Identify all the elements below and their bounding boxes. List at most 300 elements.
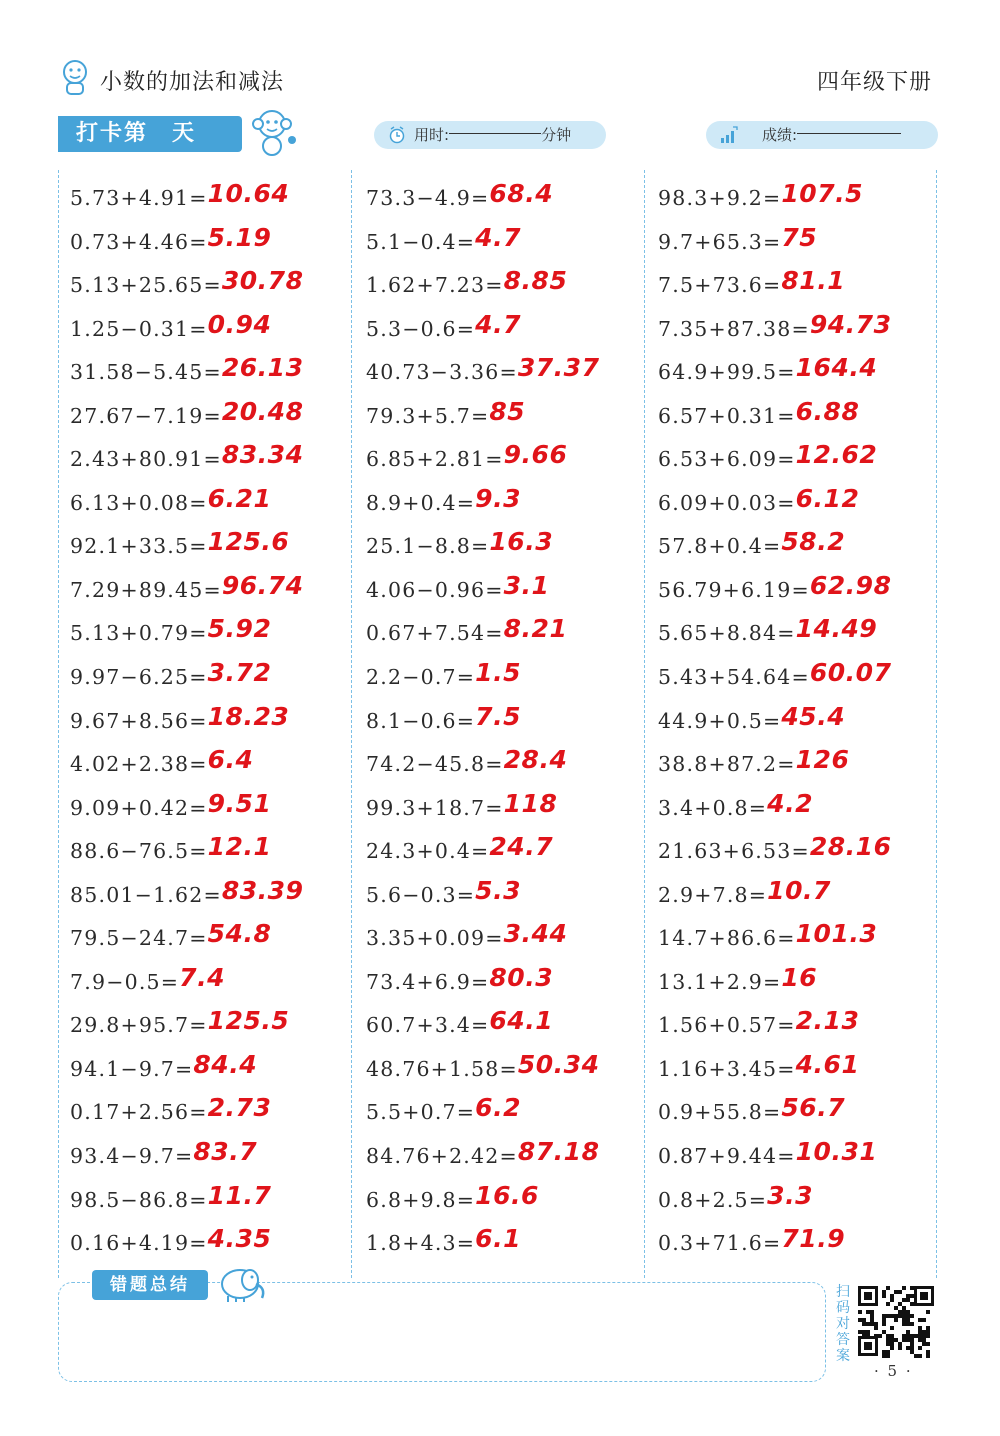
problem-row [70, 568, 350, 612]
qr-module [886, 1350, 890, 1354]
qr-module [870, 1314, 874, 1318]
qr-module [894, 1314, 898, 1318]
problem-row [366, 1178, 646, 1222]
qr-module [918, 1318, 922, 1322]
qr-module [882, 1322, 886, 1326]
problem-row [366, 481, 646, 525]
qr-module [894, 1338, 898, 1342]
time-field [374, 121, 606, 149]
problem-question: 6.13+0.08= [70, 490, 208, 515]
qr-module [870, 1322, 874, 1326]
problem-row [70, 263, 350, 307]
problem-question: 64.9+99.5= [658, 360, 796, 385]
qr-module [922, 1330, 926, 1334]
problem-row [658, 481, 938, 525]
problem-question: 5.43+54.64= [658, 665, 810, 690]
handwritten-answer: 6.1 [475, 1224, 521, 1254]
qr-module [910, 1338, 914, 1342]
qr-module [894, 1290, 898, 1294]
qr-module [906, 1318, 910, 1322]
time-unit: 分钟 [541, 126, 572, 144]
qr-module [862, 1318, 866, 1322]
problem-row [366, 568, 646, 612]
qr-module [898, 1310, 902, 1314]
handwritten-answer: 11.7 [207, 1180, 272, 1210]
qr-module [902, 1314, 906, 1318]
problem-row [70, 220, 350, 264]
problem-row [366, 1221, 646, 1265]
handwritten-answer: 56.7 [781, 1093, 846, 1123]
problem-question: 6.09+0.03= [658, 490, 796, 515]
handwritten-answer: 94.73 [809, 309, 892, 339]
qr-module [890, 1294, 894, 1298]
problem-row [70, 481, 350, 525]
qr-module [906, 1314, 910, 1318]
handwritten-answer: 10.7 [767, 875, 831, 905]
problem-question: 31.58−5.45= [70, 360, 222, 385]
problem-question: 14.7+86.6= [658, 926, 796, 951]
qr-module [914, 1354, 918, 1358]
qr-module [878, 1334, 882, 1338]
problem-row [366, 829, 646, 873]
qr-module [894, 1306, 898, 1310]
qr-module [918, 1338, 922, 1342]
qr-module [922, 1342, 926, 1346]
problem-row [658, 1221, 938, 1265]
problem-row [658, 1003, 938, 1047]
problem-row [658, 1134, 938, 1178]
problem-row [70, 960, 350, 1004]
problem-row [658, 829, 938, 873]
qr-module [926, 1354, 930, 1358]
qr-module [890, 1314, 894, 1318]
handwritten-answer: 16.3 [489, 527, 554, 557]
qr-module [910, 1286, 914, 1290]
info-bar [58, 112, 938, 156]
problem-question: 2.9+7.8= [658, 882, 768, 907]
qr-module [902, 1298, 906, 1302]
problem-row [366, 1134, 646, 1178]
handwritten-answer: 20.48 [221, 396, 304, 426]
handwritten-answer: 3.72 [207, 658, 272, 688]
problem-question: 5.6−0.3= [366, 882, 476, 907]
qr-module [890, 1326, 894, 1330]
handwritten-answer: 80.3 [489, 962, 554, 992]
problem-row [70, 1047, 350, 1091]
problem-question: 84.76+2.42= [366, 1144, 518, 1169]
qr-module [922, 1338, 926, 1342]
handwritten-answer: 16 [781, 962, 818, 992]
problem-column-1 [70, 176, 350, 1265]
qr-module [910, 1322, 914, 1326]
problem-row [658, 350, 938, 394]
problem-question: 9.7+65.3= [658, 229, 782, 254]
problem-row [366, 1090, 646, 1134]
handwritten-answer: 3.3 [767, 1180, 813, 1210]
problem-question: 0.9+55.8= [658, 1100, 782, 1125]
problem-question: 79.5−24.7= [70, 926, 208, 951]
qr-module [882, 1330, 886, 1334]
problem-question: 1.25−0.31= [70, 316, 208, 341]
problem-row [366, 655, 646, 699]
qr-module [862, 1322, 866, 1326]
problem-question: 1.8+4.3= [366, 1231, 476, 1256]
problem-question: 44.9+0.5= [658, 708, 782, 733]
qr-module [918, 1334, 922, 1338]
qr-module [926, 1310, 930, 1314]
handwritten-answer: 85 [489, 396, 526, 426]
problem-row [658, 568, 938, 612]
qr-module [882, 1290, 886, 1294]
qr-module [862, 1334, 866, 1338]
problem-column-2 [366, 176, 646, 1265]
qr-module [886, 1302, 890, 1306]
qr-module [910, 1334, 914, 1338]
handwritten-answer: 107.5 [781, 179, 863, 208]
qr-module [898, 1342, 902, 1346]
handwritten-answer: 6.2 [475, 1093, 521, 1123]
problem-question: 8.9+0.4= [366, 490, 476, 515]
problem-row [658, 699, 938, 743]
problem-question: 93.4−9.7= [70, 1144, 194, 1169]
problem-row [70, 699, 350, 743]
qr-module [866, 1322, 870, 1326]
problem-question: 9.67+8.56= [70, 708, 208, 733]
qr-module [926, 1334, 930, 1338]
problem-question: 1.62+7.23= [366, 273, 504, 298]
problem-question: 3.35+0.09= [366, 926, 504, 951]
qr-module [890, 1338, 894, 1342]
problem-row [70, 655, 350, 699]
handwritten-answer: 3.1 [503, 570, 550, 600]
problem-row [70, 1003, 350, 1047]
problem-row [366, 611, 646, 655]
handwritten-answer: 5.92 [207, 614, 272, 644]
qr-module [906, 1322, 910, 1326]
qr-module [874, 1334, 878, 1338]
qr-module [910, 1302, 914, 1306]
handwritten-answer: 62.98 [809, 570, 892, 600]
problem-row [70, 916, 350, 960]
handwritten-answer: 8.85 [503, 266, 568, 296]
handwritten-answer: 6.21 [207, 483, 272, 513]
qr-module [918, 1326, 922, 1330]
handwritten-answer: 14.49 [795, 614, 878, 644]
page-title: 小数的加法和减法 [100, 70, 285, 95]
handwritten-answer: 1.5 [475, 658, 521, 688]
qr-module [890, 1298, 894, 1302]
problem-row [70, 611, 350, 655]
qr-module [910, 1294, 914, 1298]
problem-question: 5.73+4.91= [70, 186, 208, 210]
problem-row [70, 307, 350, 351]
problem-question: 0.87+9.44= [658, 1144, 796, 1169]
qr-module [882, 1318, 886, 1322]
handwritten-answer: 10.64 [207, 179, 290, 208]
qr-code-icon[interactable] [856, 1284, 936, 1358]
problem-row [366, 524, 646, 568]
handwritten-answer: 5.3 [475, 875, 521, 905]
time-label: 用时: [414, 126, 450, 144]
problem-question: 0.67+7.54= [366, 621, 504, 646]
problem-question: 56.79+6.19= [658, 577, 810, 602]
problem-question: 1.16+3.45= [658, 1056, 796, 1081]
handwritten-answer: 24.7 [489, 832, 554, 862]
qr-module [882, 1350, 886, 1354]
problem-row [658, 1090, 938, 1134]
qr-module [910, 1350, 914, 1354]
problem-row [366, 263, 646, 307]
problem-row [658, 873, 938, 917]
punch-card-day: 打卡第 天 [58, 116, 242, 152]
handwritten-answer: 126 [795, 745, 850, 775]
problem-row [70, 786, 350, 830]
handwritten-answer: 87.18 [517, 1137, 600, 1167]
qr-module [898, 1290, 902, 1294]
qr-module [870, 1318, 874, 1322]
handwritten-answer: 125.5 [207, 1006, 290, 1036]
handwritten-answer: 28.16 [809, 832, 892, 862]
problem-question: 92.1+33.5= [70, 534, 208, 559]
problem-row [658, 611, 938, 655]
problem-question: 0.8+2.5= [658, 1187, 768, 1212]
problem-question: 9.09+0.42= [70, 795, 208, 820]
problem-question: 0.16+4.19= [70, 1231, 208, 1256]
elephant-icon [210, 1262, 270, 1304]
handwritten-answer: 2.73 [207, 1093, 272, 1123]
problem-row [658, 263, 938, 307]
problem-row [658, 176, 938, 220]
qr-module [918, 1330, 922, 1334]
qr-module [906, 1298, 910, 1302]
problem-question: 8.1−0.6= [366, 708, 476, 733]
qr-module [906, 1334, 910, 1338]
handwritten-answer: 64.1 [489, 1006, 554, 1036]
problem-question: 2.43+80.91= [70, 447, 222, 472]
problem-question: 5.13+0.79= [70, 621, 208, 646]
qr-module [890, 1334, 894, 1338]
problem-row [658, 394, 938, 438]
problem-row [658, 524, 938, 568]
handwritten-answer: 30.78 [221, 266, 304, 296]
qr-module [918, 1346, 922, 1350]
problem-question: 7.9−0.5= [70, 969, 180, 994]
score-chart-icon [720, 126, 738, 144]
problem-row [366, 699, 646, 743]
qr-module [902, 1306, 906, 1310]
qr-module [922, 1334, 926, 1338]
problem-question: 38.8+87.2= [658, 752, 796, 777]
problem-question: 7.35+87.38= [658, 316, 810, 341]
qr-module [902, 1286, 906, 1290]
qr-module [882, 1294, 886, 1298]
qr-module [890, 1342, 894, 1346]
problem-row [366, 307, 646, 351]
alarm-clock-icon [388, 126, 406, 144]
handwritten-answer: 26.13 [221, 353, 304, 383]
problem-row [658, 916, 938, 960]
problem-row [366, 742, 646, 786]
problem-question: 4.06−0.96= [366, 577, 504, 602]
problem-row [658, 220, 938, 264]
qr-module [874, 1326, 878, 1330]
problem-question: 6.57+0.31= [658, 403, 796, 428]
problem-question: 5.1−0.4= [366, 229, 476, 254]
handwritten-answer: 164.4 [795, 353, 878, 383]
problem-row [658, 742, 938, 786]
problem-row [366, 350, 646, 394]
qr-module [894, 1318, 898, 1322]
problem-question: 21.63+6.53= [658, 839, 810, 864]
problem-question: 0.73+4.46= [70, 229, 208, 254]
qr-module [918, 1354, 922, 1358]
problem-question: 73.4+6.9= [366, 969, 490, 994]
problem-row [70, 829, 350, 873]
qr-module [898, 1314, 902, 1318]
frame-left-divider [58, 170, 59, 1278]
qr-module [926, 1326, 930, 1330]
qr-module [906, 1294, 910, 1298]
handwritten-answer: 3.44 [503, 919, 568, 949]
problem-question: 5.13+25.65= [70, 273, 222, 298]
handwritten-answer: 7.5 [475, 701, 521, 731]
qr-module [906, 1346, 910, 1350]
problem-column-3 [658, 176, 938, 1265]
handwritten-answer: 16.6 [475, 1180, 539, 1210]
qr-module [902, 1322, 906, 1326]
score-field [706, 121, 938, 149]
problem-row [366, 176, 646, 220]
page-number: · 5 · [874, 1362, 913, 1380]
qr-module [926, 1330, 930, 1334]
problem-row [70, 873, 350, 917]
handwritten-answer: 7.4 [179, 962, 225, 992]
problem-question: 85.01−1.62= [70, 882, 222, 907]
problem-question: 98.5−86.8= [70, 1187, 208, 1212]
qr-module [910, 1346, 914, 1350]
handwritten-answer: 71.9 [781, 1224, 846, 1254]
qr-module [926, 1350, 930, 1354]
problem-question: 88.6−76.5= [70, 839, 208, 864]
problem-row [658, 1178, 938, 1222]
handwritten-answer: 6.12 [795, 483, 860, 513]
qr-module [858, 1318, 862, 1322]
problem-row [70, 1134, 350, 1178]
problem-row [70, 1178, 350, 1222]
problem-question: 99.3+18.7= [366, 795, 504, 820]
handwritten-answer: 0.94 [207, 309, 272, 339]
problem-row [70, 1090, 350, 1134]
problem-question: 79.3+5.7= [366, 403, 490, 428]
problem-question: 25.1−8.8= [366, 534, 490, 559]
problem-question: 7.29+89.45= [70, 577, 222, 602]
problem-question: 2.2−0.7= [366, 665, 476, 690]
problem-question: 4.02+2.38= [70, 752, 208, 777]
handwritten-answer: 54.8 [207, 919, 272, 949]
problem-question: 9.97−6.25= [70, 665, 208, 690]
qr-module [886, 1314, 890, 1318]
problem-row [366, 220, 646, 264]
problem-question: 5.65+8.84= [658, 621, 796, 646]
handwritten-answer: 12.1 [207, 832, 272, 862]
handwritten-answer: 50.34 [517, 1049, 600, 1079]
problem-row [658, 786, 938, 830]
problem-row [658, 960, 938, 1004]
problem-question: 98.3+9.2= [658, 186, 782, 210]
qr-module [862, 1330, 866, 1334]
problem-question: 48.76+1.58= [366, 1056, 518, 1081]
problem-row [366, 786, 646, 830]
qr-module [910, 1342, 914, 1346]
problem-row [366, 916, 646, 960]
handwritten-answer: 4.2 [767, 788, 813, 818]
qr-module [902, 1338, 906, 1342]
qr-module [866, 1310, 870, 1314]
handwritten-answer: 118 [503, 788, 558, 818]
handwritten-answer: 81.1 [781, 266, 846, 296]
problem-question: 74.2−45.8= [366, 752, 504, 777]
handwritten-answer: 9.51 [207, 788, 272, 818]
column-divider [351, 170, 352, 1278]
problem-row [366, 1047, 646, 1091]
qr-module [866, 1330, 870, 1334]
handwritten-answer: 4.7 [475, 222, 521, 252]
problem-question: 60.7+3.4= [366, 1013, 490, 1038]
handwritten-answer: 12.62 [795, 440, 878, 470]
handwritten-answer: 83.34 [221, 440, 304, 470]
handwritten-answer: 4.61 [795, 1049, 860, 1079]
problem-row [366, 437, 646, 481]
problem-question: 57.8+0.4= [658, 534, 782, 559]
qr-module [882, 1314, 886, 1318]
problem-question: 7.5+73.6= [658, 273, 782, 298]
qr-module [902, 1334, 906, 1338]
monkey-mascot-icon [248, 106, 300, 158]
problem-question: 1.56+0.57= [658, 1013, 796, 1038]
problem-question: 24.3+0.4= [366, 839, 490, 864]
qr-module [874, 1322, 878, 1326]
problem-row [658, 655, 938, 699]
problem-question: 0.3+71.6= [658, 1231, 782, 1256]
qr-module [882, 1354, 886, 1358]
handwritten-answer: 68.4 [489, 179, 554, 208]
problem-question: 40.73−3.36= [366, 360, 518, 385]
problem-question: 0.17+2.56= [70, 1100, 208, 1125]
problem-question: 13.1+2.9= [658, 969, 782, 994]
handwritten-answer: 6.4 [207, 745, 254, 775]
problem-question: 6.85+2.81= [366, 447, 504, 472]
problem-row [658, 307, 938, 351]
handwritten-answer: 28.4 [503, 745, 568, 775]
grade-label: 四年级下册 [816, 70, 932, 95]
problem-question: 6.8+9.8= [366, 1187, 476, 1212]
qr-module [886, 1334, 890, 1338]
qr-module [922, 1318, 926, 1322]
problem-question: 29.8+95.7= [70, 1013, 208, 1038]
lion-logo-icon [58, 58, 92, 96]
qr-module [886, 1342, 890, 1346]
handwritten-answer: 60.07 [809, 658, 892, 688]
qr-module [886, 1354, 890, 1358]
qr-module [926, 1342, 930, 1346]
scan-for-answers-label: 扫码对答案 [836, 1284, 850, 1364]
qr-module [910, 1314, 914, 1318]
qr-module [906, 1310, 910, 1314]
qr-module [858, 1330, 862, 1334]
problem-question: 94.1−9.7= [70, 1056, 194, 1081]
problem-question: 6.53+6.09= [658, 447, 796, 472]
qr-module [898, 1302, 902, 1306]
